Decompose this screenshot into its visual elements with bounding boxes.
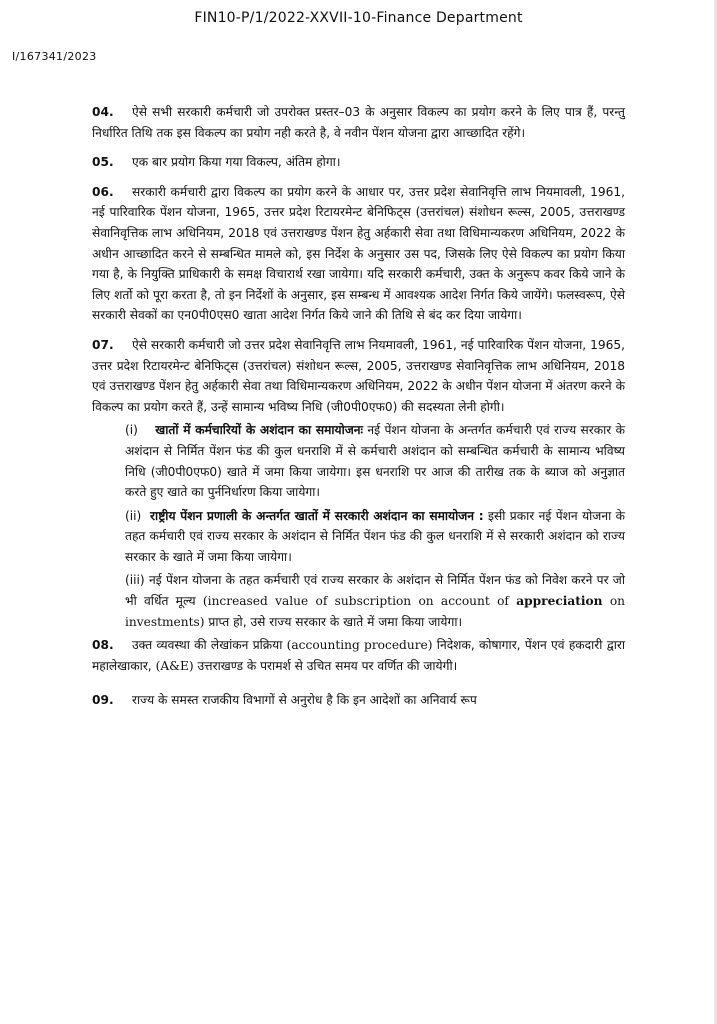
paragraph-number: 09. <box>92 693 114 708</box>
sub-item-text: प्राप्त हो, उसे राज्य सरकार के खाते में जमा किया जायेगा। <box>208 614 463 629</box>
sub-item-text: नई पेंशन योजना के अन्तर्गत कर्मचारी एवं राज्य सरकार के अशंदान से निर्मित पेंशन फंड की कुल धनराशि में से कर्मचारी अशंदान को सम्बन्धित कर्मचारी के सामान्य भविष्य निधि (जी0पी0एफ0) खाते में जमा किया जायेगा। इस धनराशि पर आज की तारीख तक के ब्याज को अनुज्ञात करते हुए खाते का पुर्ननिर्धारण किया जायेगा। <box>125 423 625 500</box>
sub-item-label: (iii) <box>125 573 145 588</box>
paragraph-04 <box>92 102 625 143</box>
paragraph-text: एक बार प्रयोग किया गया विकल्प, अंतिम होगा। <box>132 155 341 170</box>
paragraph-09 <box>92 690 625 711</box>
sub-item-text: नई पेंशन योजना के तहत कर्मचारी एवं राज्य सरकार के अशंदान से निर्मित पेंशन फंड को निवेश करने पर जो भी वर्धित मूल्य <box>125 573 626 609</box>
paragraph-06 <box>92 182 625 326</box>
document-header: FIN10-P/1/2022-XXVII-10-Finance Department <box>194 10 523 26</box>
english-phrase: (accounting procedure) <box>286 638 433 653</box>
reference-number: I/167341/2023 <box>12 50 97 63</box>
english-phrase: (increased value of subscription on account of <box>202 594 509 609</box>
paragraph-text: निदेशक, कोषागार, पेंशन एवं हकदारी द्वारा महालेखाकार, <box>92 638 625 673</box>
paragraph-number: 06. <box>92 184 114 199</box>
english-phrase: on investments) <box>125 594 626 629</box>
paragraph-08 <box>92 635 625 676</box>
english-phrase: (A&E) <box>155 658 194 673</box>
sub-item-heading: खातों में कर्मचारियों के अशंदान का समायोजनः <box>155 423 364 438</box>
sub-item-label: (ii) <box>125 508 142 523</box>
paragraph-number: 07. <box>92 337 114 352</box>
paragraph-number: 04. <box>92 105 114 119</box>
paragraph-text: सरकारी कर्मचारी द्वारा विकल्प का प्रयोग करने के आधार पर, उत्तर प्रदेश सेवानिवृत्ति लाभ नियमावली, 1961, नई पारिवारिक पेंशन योजना, 1965, उत्तर प्रदेश रिटायरमेन्ट बेनिफिट्स (उत्तरांचल) संशोधन रूल्स, 2005, उत्तराखण्ड सेवानिवृत्तिक लाभ अधिनियम, 2018 एवं उत्तराखण्ड पेंशन हेतु अर्हकारी सेवा तथा विधिमान्यकरण अधिनियम, 2022 के अधीन आच्छादित करने से सम्बन्धित मामले को, इस निर्देश के अनुसार उस पद, जिसके लिए ऐसे विकल्प का प्रयोग किया गया है, के नियुक्ति प्राधिकारी के समक्ष विचारार्थ रखा जायेगा। यदि सरकारी कर्मचारी, उक्त के अनुरूप कवर किये जाने के लिए शर्तो को पूरा करता है, तो इन निर्देशों के अनुसार, इस सम्बन्ध में आवश्यक आदेश निर्गत किये जायेंगे। फलस्वरूप, ऐसे सरकारी सेवकों का एन0पी0एस0 खाता आदेश निर्गत किये जाने की तिथि से बंद कर दिया जायेगा। <box>92 184 625 323</box>
paragraph-text: राज्य के समस्त राजकीय विभागों से अनुरोध है कि इन आदेशों का अनिवार्य रूप <box>132 693 477 708</box>
paragraph-number: 08. <box>92 638 114 653</box>
paragraph-text: ऐसे सरकारी कर्मचारी जो उत्तर प्रदेश सेवानिवृत्ति लाभ नियमावली, 1961, नई पारिवारिक पेंशन योजना, 1965, उत्तर प्रदेश रिटायरमेन्ट बेनिफिट्स (उत्तरांचल) संशोधन रूल्स, 2005, उत्तराखण्ड सेवानिवृत्तिक लाभ अधिनियम, 2018 एवं उत्तराखण्ड पेंशन हेतु अर्हकारी सेवा तथा विधिमान्यकरण अधिनियम, 2022 के अधीन पेंशन योजना में अंतरण करने के विकल्प का प्रयोग करते हैं, उन्हें सामान्य भविष्य निधि (जी0पी0एफ0) की सदस्यता लेनी होगी। <box>92 337 625 414</box>
sub-item-heading: राष्ट्रीय पेंशन प्रणाली के अन्तर्गत खातों में सरकारी अशंदान का समायोजन : <box>150 508 484 523</box>
paragraph-text: ऐसे सभी सरकारी कर्मचारी जो उपरोक्त प्रस्तर–03 के अनुसार विकल्प का प्रयोग करने के लिए पात्र हैं, परन्तु निर्धारित तिथि तक इस विकल्प का प्रयोग नही करते है, वे नवीन पेंशन योजना द्वारा आच्छादित रहेंगे। <box>92 105 625 140</box>
document-body <box>92 102 625 720</box>
sub-item-i <box>125 420 625 502</box>
paragraph-05 <box>92 152 625 173</box>
paragraph-07 <box>92 335 625 417</box>
sub-item-iii <box>125 570 625 632</box>
sub-item-label: (i) <box>125 423 138 438</box>
paragraph-text: उत्तराखण्ड के परामर्श से उचित समय पर वर्णित की जायेगी। <box>197 658 458 673</box>
english-bold-word: appreciation <box>516 594 603 609</box>
paragraph-number: 05. <box>92 155 114 170</box>
sub-item-ii <box>125 506 625 568</box>
paragraph-text: उक्त व्यवस्था की लेखांकन प्रक्रिया <box>132 638 283 653</box>
sub-item-text: इसी प्रकार नई पेंशन योजना के तहत कर्मचारी एवं राज्य सरकार के अशंदान से निर्मित पेंशन फंड की कुल धनराशि में से सरकारी अशंदान को राज्य सरकार के खाते में जमा किया जायेगा। <box>125 508 625 564</box>
